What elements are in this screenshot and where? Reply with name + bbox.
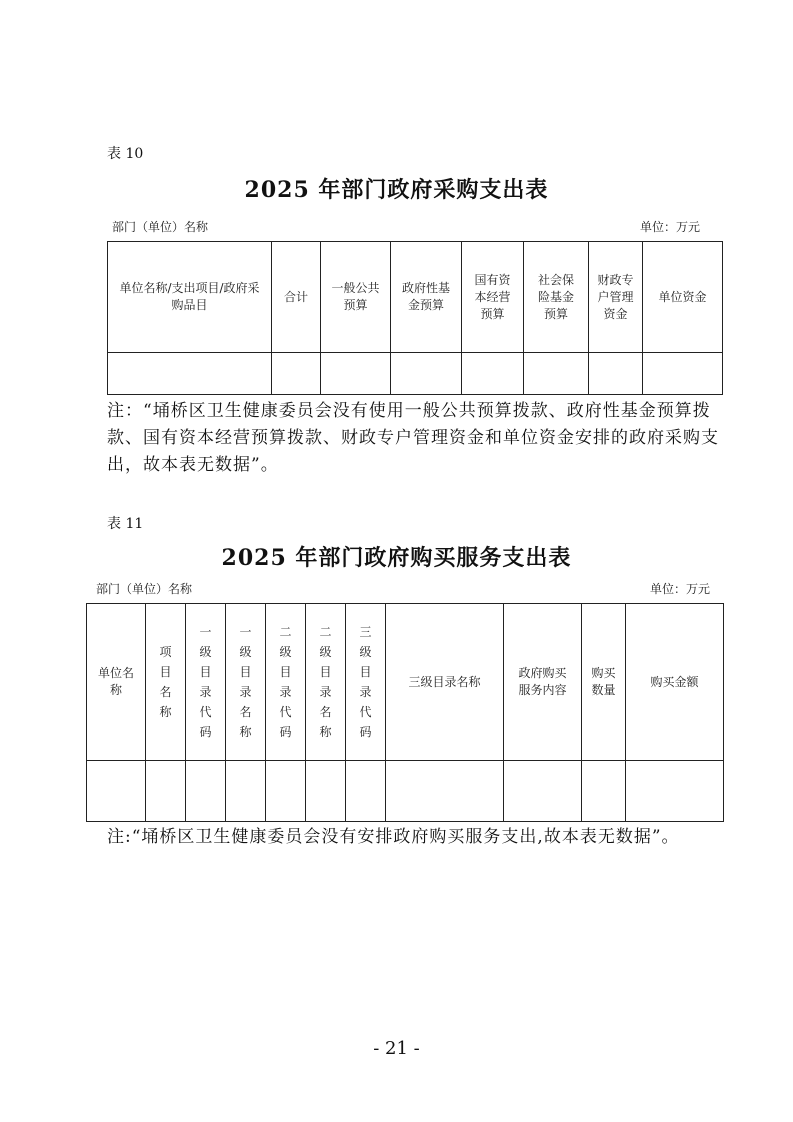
page-number: - 21 - [373,1038,420,1059]
table-cell [582,761,626,822]
table10-header-cell: 单位资金 [643,242,723,353]
table11-header-cell: 三级目录代码 [346,604,386,761]
table10-header-cell: 社会保险基金预算 [524,242,589,353]
table-cell [504,761,582,822]
table10-header-cell: 财政专户管理资金 [589,242,643,353]
table-cell [306,761,346,822]
table11-header-cell: 单位名称 [87,604,146,761]
table10-grid [107,241,723,395]
table10-header-cell: 合计 [272,242,321,353]
table10-header-cell: 一般公共预算 [321,242,391,353]
table11-unit-label: 单位：万元 [650,582,711,596]
table-cell [186,761,226,822]
table-row [87,761,724,822]
table-cell [108,353,272,395]
table-cell [87,761,146,822]
table10-header-cell: 政府性基金预算 [391,242,462,353]
table10-title: 2025 年部门政府采购支出表 [244,177,549,203]
table10-note: 注：“埇桥区卫生健康委员会没有使用一般公共预算拨款、政府性基金预算拨款、国有资本经营预算拨款、财政专户管理资金和单位资金安排的政府采购支出，故本表无数据”。 [107,401,719,475]
table10-header-cell: 国有资本经营预算 [462,242,524,353]
table-cell [272,353,321,395]
table10-header-cell: 单位名称/支出项目/政府采购品目 [108,242,272,353]
table11-header-cell: 项目名称 [146,604,186,761]
table-cell [462,353,524,395]
table11-header-cell: 一级目录名称 [226,604,266,761]
table11-title: 2025 年部门政府购买服务支出表 [221,545,572,571]
table-cell [346,761,386,822]
table-cell [626,761,724,822]
table-cell [146,761,186,822]
table-cell [321,353,391,395]
table11-header-cell: 二级目录名称 [306,604,346,761]
table11-header-cell: 政府购买服务内容 [504,604,582,761]
table11-dept-label: 部门（单位）名称 [96,582,193,596]
table11-label: 表 11 [107,516,144,532]
table11-header-row [87,604,724,761]
table10-header-row [108,242,723,353]
table11-header-cell: 购买金额 [626,604,724,761]
table-cell [266,761,306,822]
table-cell [589,353,643,395]
table-cell [643,353,723,395]
table-cell [386,761,504,822]
table11-header-cell: 二级目录代码 [266,604,306,761]
table-row [108,353,723,395]
table-cell [391,353,462,395]
table-cell [524,353,589,395]
table10-label: 表 10 [107,146,144,162]
table-cell [226,761,266,822]
table11-header-cell: 三级目录名称 [386,604,504,761]
table10-unit-label: 单位：万元 [640,220,701,234]
table11-note: 注:“埇桥区卫生健康委员会没有安排政府购买服务支出,故本表无数据”。 [107,827,680,847]
table10-dept-label: 部门（单位）名称 [112,220,209,234]
table11-header-cell: 一级目录代码 [186,604,226,761]
table11-header-cell: 购买数量 [582,604,626,761]
table11-grid [86,603,724,822]
